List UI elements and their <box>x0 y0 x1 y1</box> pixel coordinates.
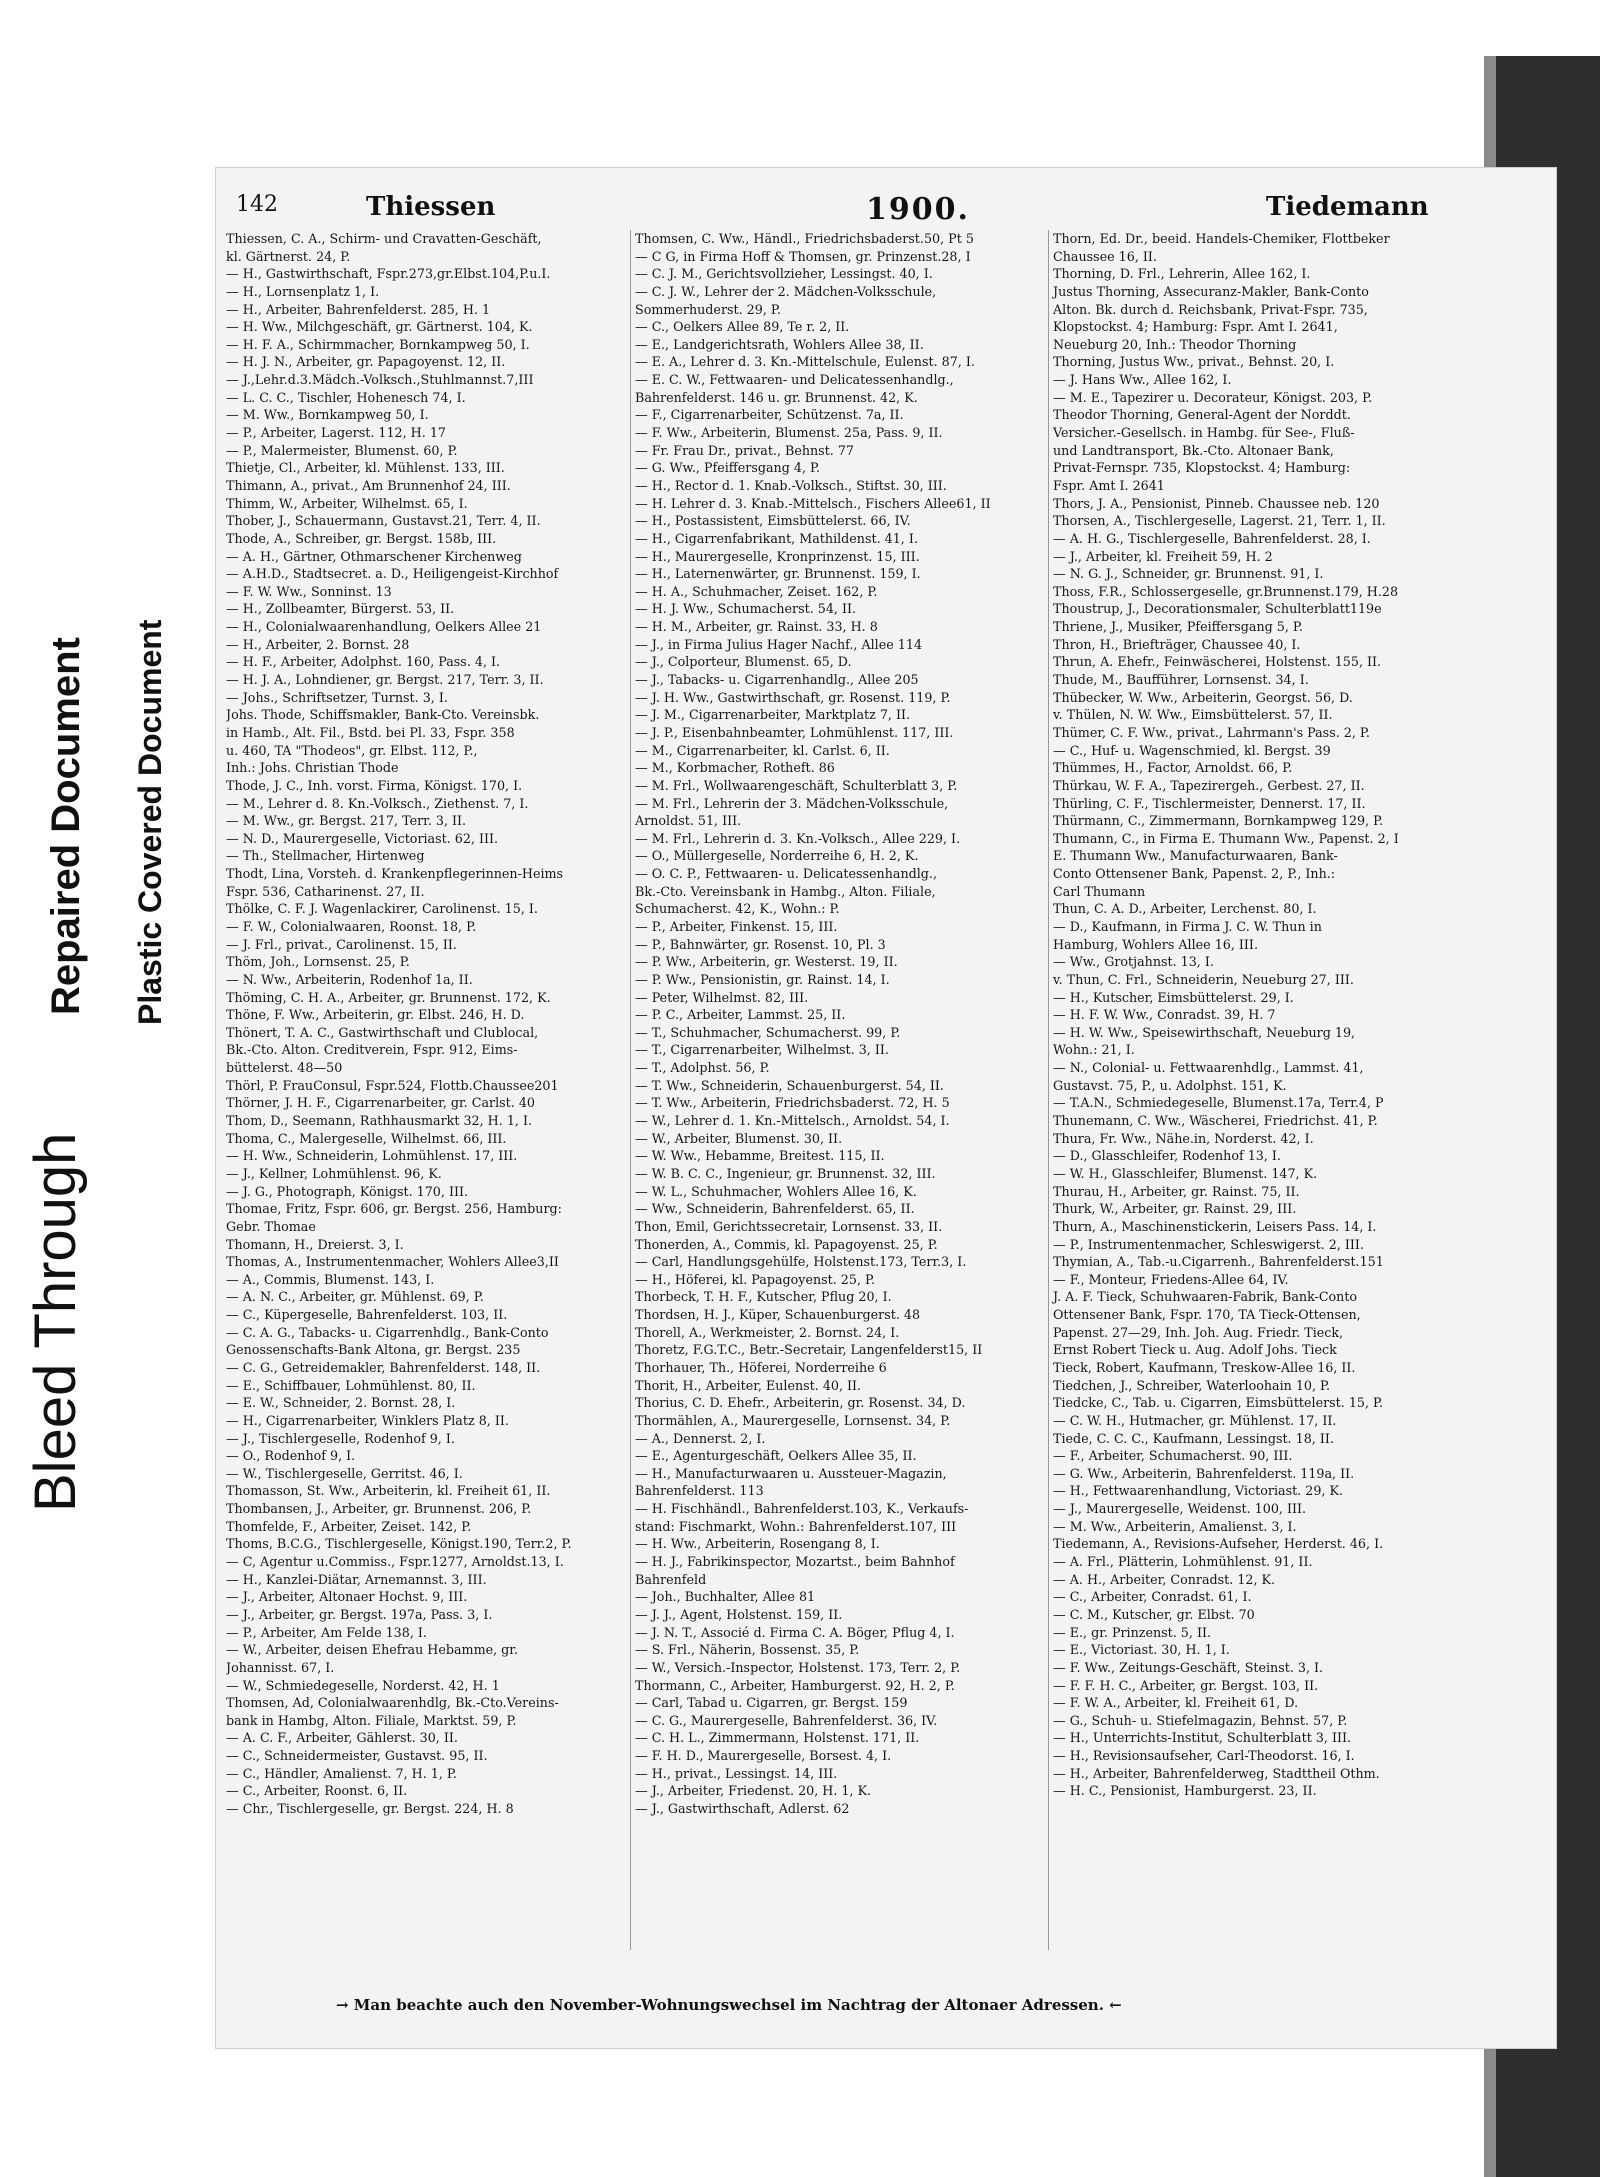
directory-entry: — T., Cigarrenarbeiter, Wilhelmst. 3, II. <box>635 1042 889 1058</box>
directory-entry: — A., Commis, Blumenst. 143, I. <box>226 1271 435 1287</box>
directory-entry: Thormählen, A., Maurergeselle, Lornsenst. 34, P. <box>635 1412 951 1428</box>
directory-entry: Tiedcke, C., Tab. u. Cigarren, Eimsbüttelerst. 15, P. <box>1053 1395 1384 1411</box>
directory-entry: Bahrenfelderst. 146 u. gr. Brunnenst. 42, K. <box>635 389 918 405</box>
directory-entry: — C. G., Getreidemakler, Bahrenfelderst. 148, II. <box>226 1360 541 1375</box>
directory-entry: Thorhauer, Th., Höferei, Norderreihe 6 <box>635 1360 887 1375</box>
page-header <box>226 192 1540 228</box>
directory-entry: Thoms, B.C.G., Tischlergeselle, Königst.190, Terr.2, P. <box>226 1536 572 1552</box>
directory-entry: — A.H.D., Stadtsecret. a. D., Heiligengeist-Kirchhof <box>226 566 559 582</box>
directory-entry: — H., Revisionsaufseher, Carl-Theodorst. 16, I. <box>1053 1748 1355 1764</box>
directory-entry: — Ww., Grotjahnst. 13, I. <box>1053 954 1214 970</box>
directory-entry: — P., Arbeiter, Am Felde 138, I. <box>226 1624 427 1640</box>
directory-entry: — F., Monteur, Friedens-Allee 64, IV. <box>1053 1271 1289 1287</box>
directory-entry: — M., Cigarrenarbeiter, kl. Carlst. 6, II. <box>635 742 890 758</box>
directory-entry: — W. B. C. C., Ingenieur, gr. Brunnenst. 32, III. <box>635 1165 936 1181</box>
directory-entry: — H. J., Fabrikinspector, Mozartst., beim Bahnhof <box>635 1554 955 1570</box>
directory-entry: — O. C. P., Fettwaaren- u. Delicatessenhandlg., <box>635 866 937 882</box>
directory-entry: Thietje, Cl., Arbeiter, kl. Mühlenst. 133, III. <box>226 460 505 476</box>
directory-entry: — W., Lehrer d. 1. Kn.-Mittelsch., Arnoldst. 54, I. <box>635 1113 950 1129</box>
label-repaired-document: Repaired Document <box>44 637 88 1015</box>
directory-entry: Fspr. Amt I. 2641 <box>1053 477 1165 493</box>
directory-entry: — N., Colonial- u. Fettwaarenhdlg., Lammst. 41, <box>1053 1060 1364 1076</box>
directory-entry: Thumann, C., in Firma E. Thumann Ww., Papenst. 2, I <box>1053 830 1399 846</box>
directory-entry: — F., Cigarrenarbeiter, Schützenst. 7a, II. <box>635 407 904 423</box>
directory-entry: Thormann, C., Arbeiter, Hamburgerst. 92, H. 2, P. <box>635 1677 955 1693</box>
directory-entry: — C., Huf- u. Wagenschmied, kl. Bergst. 39 <box>1053 742 1331 758</box>
directory-entry: — J., Maurergeselle, Weidenst. 100, III. <box>1053 1501 1307 1517</box>
directory-entry: — E., Schiffbauer, Lohmühlenst. 80, II. <box>226 1377 476 1393</box>
directory-entry: — H., Postassistent, Eimsbüttelerst. 66, IV. <box>635 513 911 529</box>
directory-entry: — E., Victoriast. 30, H. 1, I. <box>1053 1642 1230 1658</box>
directory-entry: Thomsen, Ad, Colonialwaarenhdlg, Bk.-Cto.Vereins- <box>226 1695 559 1711</box>
directory-entry: — C. M., Kutscher, gr. Elbst. 70 <box>1053 1606 1255 1622</box>
directory-entry: — J. N. T., Associé d. Firma C. A. Böger, Pflug 4, I. <box>635 1624 955 1640</box>
directory-entry: Bk.-Cto. Alton. Creditverein, Fspr. 912, Eims- <box>226 1042 518 1058</box>
directory-entry: — H. M., Arbeiter, gr. Rainst. 33, H. 8 <box>635 619 878 635</box>
directory-entry: Thürmann, C., Zimmermann, Bornkampweg 129, P. <box>1053 813 1384 829</box>
directory-entry: — L. C. C., Tischler, Hohenesch 74, I. <box>226 389 466 405</box>
footer-notice: → Man beachte auch den November-Wohnungswechsel im Nachtrag der Altonaer Adressen. ← <box>336 1996 1122 2014</box>
directory-entry: in Hamb., Alt. Fil., Bstd. bei Pl. 33, Fspr. 358 <box>226 724 515 740</box>
directory-entry: — C, Agentur u.Commiss., Fspr.1277, Arnoldst.13, I. <box>226 1554 564 1570</box>
directory-entry: — H., Höferei, kl. Papagoyenst. 25, P. <box>635 1271 876 1287</box>
directory-entry: — Th., Stellmacher, Hirtenweg <box>226 848 425 864</box>
directory-entry: Thorell, A., Werkmeister, 2. Bornst. 24, I. <box>635 1324 900 1340</box>
directory-entry: — H. C., Pensionist, Hamburgerst. 23, II. <box>1053 1783 1317 1799</box>
directory-entry: Thombansen, J., Arbeiter, gr. Brunnenst. 206, P. <box>226 1501 532 1517</box>
side-labels <box>0 0 210 2177</box>
directory-entry: — J. J., Agent, Holstenst. 159, II. <box>635 1606 843 1622</box>
directory-entry: — P., Malermeister, Blumenst. 60, P. <box>226 442 458 458</box>
directory-entry: — Carl, Tabad u. Cigarren, gr. Bergst. 159 <box>635 1695 908 1711</box>
directory-entry: — H., Rector d. 1. Knab.-Volksch., Stiftst. 30, III. <box>635 477 947 493</box>
directory-entry: — E., gr. Prinzenst. 5, II. <box>1053 1624 1212 1640</box>
directory-entry: Johannisst. 67, I. <box>226 1659 335 1675</box>
directory-entry: v. Thülen, N. W. Ww., Eimsbüttelerst. 57, II. <box>1053 707 1333 723</box>
directory-entry: Thurk, W., Arbeiter, gr. Rainst. 29, III. <box>1053 1201 1297 1217</box>
directory-entry: Ottensener Bank, Fspr. 170, TA Tieck-Ottensen, <box>1053 1307 1361 1323</box>
directory-entry: — J., Kellner, Lohmühlenst. 96, K. <box>226 1165 442 1181</box>
directory-entry: Thode, A., Schreiber, gr. Bergst. 158b, III. <box>226 530 497 546</box>
directory-entry: — H. F., Arbeiter, Adolphst. 160, Pass. 4, I. <box>226 654 501 670</box>
directory-entry: Thorius, C. D. Ehefr., Arbeiterin, gr. Rosenst. 34, D. <box>635 1395 966 1411</box>
directory-entry: — Joh., Buchhalter, Allee 81 <box>635 1589 816 1605</box>
directory-entry: Neueburg 20, Inh.: Theodor Thorning <box>1053 336 1297 352</box>
directory-entry: Thimm, W., Arbeiter, Wilhelmst. 65, I. <box>226 495 468 511</box>
directory-entry: — H. A., Schuhmacher, Zeiset. 162, P. <box>635 583 878 599</box>
directory-entry: Tiede, C. C. C., Kaufmann, Lessingst. 18, II. <box>1053 1430 1334 1446</box>
directory-entry: Thomsen, C. Ww., Händl., Friedrichsbaderst.50, Pt 5 <box>635 231 974 246</box>
directory-entry: — F. H. D., Maurergeselle, Borsest. 4, I. <box>635 1748 892 1764</box>
directory-entry: — C G, in Firma Hoff & Thomsen, gr. Prinzenst.28, I <box>635 248 971 264</box>
entry-columns <box>226 230 1540 1950</box>
directory-entry: — F. Ww., Arbeiterin, Blumenst. 25a, Pass. 9, II. <box>635 425 943 441</box>
directory-entry: — S. Frl., Näherin, Bossenst. 35, P. <box>635 1642 860 1658</box>
directory-entry: Thoretz, F.G.T.C., Betr.-Secretair, Langenfelderst15, II <box>635 1342 983 1358</box>
directory-entry: — H., Unterrichts-Institut, Schulterblatt 3, III. <box>1053 1730 1352 1746</box>
directory-entry: — H. F. A., Schirmmacher, Bornkampweg 50, I. <box>226 336 530 352</box>
label-bleed-through: Bleed Through <box>23 1132 88 1512</box>
directory-entry: — N. G. J., Schneider, gr. Brunnenst. 91, I. <box>1053 566 1324 582</box>
directory-entry: Thorning, D. Frl., Lehrerin, Allee 162, I. <box>1053 266 1311 282</box>
directory-entry: — H., Lornsenplatz 1, I. <box>226 283 380 299</box>
directory-entry: — M. Ww., gr. Bergst. 217, Terr. 3, II. <box>226 813 467 829</box>
directory-entry: — O., Müllergeselle, Norderreihe 6, H. 2, K. <box>635 848 919 864</box>
directory-entry: — H., Maurergeselle, Kronprinzenst. 15, III. <box>635 548 920 564</box>
directory-entry: Tiedemann, A., Revisions-Aufseher, Herderst. 46, I. <box>1053 1536 1384 1552</box>
directory-entry: — C., Arbeiter, Conradst. 61, I. <box>1053 1589 1252 1605</box>
directory-entry: — W. Ww., Hebamme, Breitest. 115, II. <box>635 1148 885 1164</box>
directory-entry: Ernst Robert Tieck u. Aug. Adolf Johs. Tieck <box>1053 1342 1337 1358</box>
directory-entry: — M., Korbmacher, Rotheft. 86 <box>635 760 835 776</box>
directory-entry: Theodor Thorning, General-Agent der Norddt. <box>1053 407 1351 423</box>
directory-entry: — W., Versich.-Inspector, Holstenst. 173, Terr. 2, P. <box>635 1659 961 1675</box>
directory-entry: — C., Küpergeselle, Bahrenfelderst. 103, II. <box>226 1307 508 1323</box>
directory-entry: Tiedchen, J., Schreiber, Waterloohain 10, P. <box>1053 1377 1331 1393</box>
header-keyword-right: Tiedemann <box>1266 192 1429 222</box>
directory-entry: — M. Ww., Bornkampweg 50, I. <box>226 407 429 423</box>
directory-entry: — H., Colonialwaarenhandlung, Oelkers Allee 21 <box>226 619 542 635</box>
directory-entry: — M. Frl., Wollwaarengeschäft, Schulterblatt 3, P. <box>635 777 958 793</box>
directory-entry: — H., Cigarrenfabrikant, Mathildenst. 41, I. <box>635 530 918 546</box>
directory-entry: Thrun, A. Ehefr., Feinwäscherei, Holstenst. 155, II. <box>1053 654 1382 670</box>
directory-entry: Thodt, Lina, Vorsteh. d. Krankenpflegerinnen-Heims <box>226 866 564 882</box>
directory-entry: Chaussee 16, II. <box>1053 248 1157 264</box>
directory-entry: — H. W. Ww., Speisewirthschaft, Neueburg 19, <box>1053 1024 1356 1040</box>
directory-entry: Thude, M., Baufführer, Lornsenst. 34, I. <box>1053 672 1309 688</box>
directory-entry: Thöne, F. Ww., Arbeiterin, gr. Elbst. 246, H. D. <box>226 1007 525 1023</box>
directory-entry: Carl Thumann <box>1053 883 1146 899</box>
directory-entry: — H. J. N., Arbeiter, gr. Papagoyenst. 12, II. <box>226 354 506 370</box>
directory-entry: — H., Gastwirthschaft, Fspr.273,gr.Elbst.104,P.u.I. <box>226 266 551 282</box>
directory-entry: — W. H., Glasschleifer, Blumenst. 147, K. <box>1053 1165 1318 1181</box>
directory-entry: Thimann, A., privat., Am Brunnenhof 24, III. <box>226 477 511 493</box>
directory-entry: — F., Arbeiter, Schumacherst. 90, III. <box>1053 1448 1293 1464</box>
directory-entry: Gustavst. 75, P., u. Adolphst. 151, K. <box>1053 1077 1287 1093</box>
directory-entry: Thiessen, C. A., Schirm- und Cravatten-Geschäft, <box>226 231 542 246</box>
directory-entry: — H. J. Ww., Schumacherst. 54, II. <box>635 601 857 617</box>
directory-entry: Gebr. Thomae <box>226 1218 316 1234</box>
directory-entry: — J., Gastwirthschaft, Adlerst. 62 <box>635 1801 850 1817</box>
directory-entry: — C., Oelkers Allee 89, Te r. 2, II. <box>635 319 850 335</box>
directory-entry: — T.A.N., Schmiedegeselle, Blumenst.17a, Terr.4, P <box>1053 1095 1384 1111</box>
directory-entry: Thönert, T. A. C., Gastwirthschaft und Clublocal, <box>226 1024 539 1040</box>
directory-entry: Sommerhuderst. 29, P. <box>635 301 781 317</box>
directory-entry: — F. Ww., Zeitungs-Geschäft, Steinst. 3, I. <box>1053 1659 1324 1675</box>
directory-entry: — H. F. W. Ww., Conradst. 39, H. 7 <box>1053 1007 1276 1023</box>
directory-entry: — H. Lehrer d. 3. Knab.-Mittelsch., Fischers Allee61, II <box>635 495 991 511</box>
directory-entry: Thölke, C. F. J. Wagenlackirer, Carolinenst. 15, I. <box>226 901 538 917</box>
directory-entry: — H., Arbeiter, 2. Bornst. 28 <box>226 636 410 652</box>
directory-entry: Thriene, J., Musiker, Pfeiffersgang 5, P. <box>1053 619 1303 635</box>
directory-entry: — H. Ww., Schneiderin, Lohmühlenst. 17, III. <box>226 1148 518 1164</box>
directory-page <box>216 168 1556 2048</box>
column-right <box>1048 230 1455 1950</box>
directory-entry: — H. Ww., Milchgeschäft, gr. Gärtnerst. 104, K. <box>226 319 533 335</box>
directory-entry: — C., Händler, Amalienst. 7, H. 1, P. <box>226 1765 457 1781</box>
directory-entry: — J.,Lehr.d.3.Mädch.-Volksch.,Stuhlmannst.7,III <box>226 372 534 388</box>
directory-entry: — H., Arbeiter, Bahrenfelderweg, Stadttheil Othm. <box>1053 1765 1380 1781</box>
directory-entry: Bahrenfeld <box>635 1571 707 1587</box>
directory-entry: Bk.-Cto. Vereinsbank in Hambg., Alton. Filiale, <box>635 883 936 899</box>
directory-entry: — H. Ww., Arbeiterin, Rosengang 8, I. <box>635 1536 880 1552</box>
directory-entry: — P. Ww., Pensionistin, gr. Rainst. 14, I. <box>635 971 890 987</box>
directory-entry: — G., Schuh- u. Stiefelmagazin, Behnst. 57, P. <box>1053 1712 1348 1728</box>
directory-entry: — W., Tischlergeselle, Gerritst. 46, I. <box>226 1465 463 1481</box>
directory-entry: Thomfelde, F., Arbeiter, Zeiset. 142, P. <box>226 1518 472 1534</box>
directory-entry: Thunemann, C. Ww., Wäscherei, Friedrichst. 41, P. <box>1053 1113 1378 1129</box>
directory-entry: — Ww., Schneiderin, Bahrenfelderst. 65, II. <box>635 1201 915 1217</box>
directory-entry: — P., Arbeiter, Finkenst. 15, III. <box>635 918 838 934</box>
directory-entry: Thura, Fr. Ww., Nähe.in, Norderst. 42, I. <box>1053 1130 1314 1146</box>
directory-entry: — A. H., Arbeiter, Conradst. 12, K. <box>1053 1571 1276 1587</box>
directory-entry: Thonerden, A., Commis, kl. Papagoyenst. 25, P. <box>635 1236 938 1252</box>
directory-entry: v. Thun, C. Frl., Schneiderin, Neueburg 27, III. <box>1053 971 1354 987</box>
directory-entry: — F. F. H. C., Arbeiter, gr. Bergst. 103, II. <box>1053 1677 1319 1693</box>
directory-entry: Thurau, H., Arbeiter, gr. Rainst. 75, II. <box>1053 1183 1300 1199</box>
directory-entry: Thorit, H., Arbeiter, Eulenst. 40, II. <box>635 1377 862 1393</box>
directory-entry: Inh.: Johs. Christian Thode <box>226 760 399 776</box>
directory-entry: — C., Arbeiter, Roonst. 6, II. <box>226 1783 408 1799</box>
header-year: 1900. <box>866 192 970 227</box>
directory-entry: — E. W., Schneider, 2. Bornst. 28, I. <box>226 1395 456 1411</box>
directory-entry: — A., Dennerst. 2, I. <box>635 1430 766 1446</box>
directory-entry: bank in Hambg, Alton. Filiale, Marktst. 59, P. <box>226 1712 517 1728</box>
directory-entry: — E. A., Lehrer d. 3. Kn.-Mittelschule, Eulenst. 87, I. <box>635 354 975 370</box>
directory-entry: — Peter, Wilhelmst. 82, III. <box>635 989 809 1005</box>
directory-entry: — H., Manufacturwaaren u. Aussteuer-Magazin, <box>635 1465 947 1481</box>
column-middle <box>630 230 1041 1950</box>
directory-entry: Conto Ottensener Bank, Papenst. 2, P., Inh.: <box>1053 866 1336 882</box>
directory-entry: stand: Fischmarkt, Wohn.: Bahrenfelderst.107, III <box>635 1518 957 1534</box>
directory-entry: — C., Schneidermeister, Gustavst. 95, II. <box>226 1748 488 1764</box>
directory-entry: Thomasson, St. Ww., Arbeiterin, kl. Freiheit 61, II. <box>226 1483 551 1499</box>
directory-entry: Thorbeck, T. H. F., Kutscher, Pflug 20, I. <box>635 1289 892 1305</box>
directory-entry: — H., Arbeiter, Bahrenfelderst. 285, H. 1 <box>226 301 491 317</box>
directory-entry: — J., Tischlergeselle, Rodenhof 9, I. <box>226 1430 455 1446</box>
directory-entry: Thümmes, H., Factor, Arnoldst. 66, P. <box>1053 760 1293 776</box>
directory-entry: — J., Colporteur, Blumenst. 65, D. <box>635 654 852 670</box>
directory-entry: Thordsen, H. J., Küper, Schauenburgerst. 48 <box>635 1307 921 1323</box>
directory-entry: u. 460, TA "Thodeos", gr. Elbst. 112, P., <box>226 742 478 758</box>
directory-entry: J. A. F. Tieck, Schuhwaaren-Fabrik, Bank-Conto <box>1053 1289 1358 1305</box>
directory-entry: — J. P., Eisenbahnbeamter, Lohmühlenst. 117, III. <box>635 724 954 740</box>
directory-entry: — T., Adolphst. 56, P. <box>635 1060 770 1076</box>
directory-entry: Thomas, A., Instrumentenmacher, Wohlers Allee3,II <box>226 1254 559 1270</box>
directory-entry: Thober, J., Schauermann, Gustavst.21, Terr. 4, II. <box>226 513 541 529</box>
directory-entry: — G. Ww., Arbeiterin, Bahrenfelderst. 119a, II. <box>1053 1465 1355 1481</box>
directory-entry: Arnoldst. 51, III. <box>635 813 742 829</box>
directory-entry: — E., Agenturgeschäft, Oelkers Allee 35, II. <box>635 1448 917 1464</box>
directory-entry: — J. H. Ww., Gastwirthschaft, gr. Rosenst. 119, P. <box>635 689 951 705</box>
directory-entry: Thümer, C. F. Ww., privat., Lahrmann's Pass. 2, P. <box>1053 724 1370 740</box>
directory-entry: — J., Tabacks- u. Cigarrenhandlg., Allee 205 <box>635 672 919 688</box>
directory-entry: — J., Arbeiter, gr. Bergst. 197a, Pass. 3, I. <box>226 1606 493 1622</box>
header-keyword-left: Thiessen <box>366 192 496 222</box>
directory-entry: — A. N. C., Arbeiter, gr. Mühlenst. 69, P. <box>226 1289 484 1305</box>
directory-entry: — H., Cigarrenarbeiter, Winklers Platz 8, II. <box>226 1412 509 1428</box>
directory-entry: Thurn, A., Maschinenstickerin, Leisers Pass. 14, I. <box>1053 1218 1377 1234</box>
directory-entry: — P. Ww., Arbeiterin, gr. Westerst. 19, II. <box>635 954 898 970</box>
directory-entry: Thymian, A., Tab.-u.Cigarrenh., Bahrenfelderst.151 <box>1053 1254 1384 1270</box>
directory-entry: Thoss, F.R., Schlossergeselle, gr.Brunnenst.179, H.28 <box>1053 583 1399 599</box>
column-left <box>226 230 628 1950</box>
directory-entry: Johs. Thode, Schiffsmakler, Bank-Cto. Vereinsbk. <box>226 707 540 723</box>
directory-entry: — J., Arbeiter, Altonaer Hochst. 9, III. <box>226 1589 468 1605</box>
directory-entry: — E., Landgerichtsrath, Wohlers Allee 38, II. <box>635 336 924 352</box>
directory-entry: — J. Frl., privat., Carolinenst. 15, II. <box>226 936 457 952</box>
page-number: 142 <box>236 192 278 217</box>
directory-entry: — M. Frl., Lehrerin d. 3. Kn.-Volksch., Allee 229, I. <box>635 830 961 846</box>
directory-entry: — Chr., Tischlergeselle, gr. Bergst. 224, H. 8 <box>226 1801 514 1817</box>
directory-entry: Thomae, Fritz, Fspr. 606, gr. Bergst. 256, Hamburg: <box>226 1201 562 1217</box>
directory-entry: — P., Arbeiter, Lagerst. 112, H. 17 <box>226 425 446 441</box>
directory-entry: — J., Arbeiter, kl. Freiheit 59, H. 2 <box>1053 548 1273 564</box>
directory-entry: Thors, J. A., Pensionist, Pinneb. Chaussee neb. 120 <box>1053 495 1380 511</box>
directory-entry: und Landtransport, Bk.-Cto. Altonaer Bank, <box>1053 442 1334 458</box>
directory-entry: — F. W. A., Arbeiter, kl. Freiheit 61, D. <box>1053 1695 1299 1711</box>
directory-entry: büttelerst. 48—50 <box>226 1060 343 1076</box>
directory-entry: — A. H., Gärtner, Othmarschener Kirchenweg <box>226 548 522 564</box>
directory-entry: — J. G., Photograph, Königst. 170, III. <box>226 1183 469 1199</box>
directory-entry: — D., Kaufmann, in Firma J. C. W. Thun in <box>1053 918 1322 934</box>
directory-entry: E. Thumann Ww., Manufacturwaaren, Bank- <box>1053 848 1338 864</box>
directory-entry: — M. E., Tapezirer u. Decorateur, Königst. 203, P. <box>1053 389 1373 405</box>
directory-entry: — T. Ww., Schneiderin, Schauenburgerst. 54, II. <box>635 1077 944 1093</box>
directory-entry: Bahrenfelderst. 113 <box>635 1483 764 1499</box>
directory-entry: Thörner, J. H. F., Cigarrenarbeiter, gr. Carlst. 40 <box>226 1095 535 1111</box>
directory-entry: Alton. Bk. durch d. Reichsbank, Privat-Fspr. 735, <box>1053 301 1368 317</box>
directory-entry: — H., Fettwaarenhandlung, Victoriast. 29, K. <box>1053 1483 1343 1499</box>
directory-entry: — E. C. W., Fettwaaren- und Delicatessenhandlg., <box>635 372 954 388</box>
directory-entry: — C. G., Maurergeselle, Bahrenfelderst. 36, IV. <box>635 1712 938 1728</box>
directory-entry: — F. W., Colonialwaaren, Roonst. 18, P. <box>226 918 477 934</box>
directory-entry: — C. J. W., Lehrer der 2. Mädchen-Volksschule, <box>635 283 937 299</box>
directory-entry: — P., Instrumentenmacher, Schleswigerst. 2, III. <box>1053 1236 1364 1252</box>
directory-entry: — T. Ww., Arbeiterin, Friedrichsbaderst. 72, H. 5 <box>635 1095 950 1111</box>
directory-entry: Thom, D., Seemann, Rathhausmarkt 32, H. 1, I. <box>226 1113 532 1129</box>
directory-entry: Thode, J. C., Inh. vorst. Firma, Königst. 170, I. <box>226 777 523 793</box>
directory-entry: — A. C. F., Arbeiter, Gählerst. 30, II. <box>226 1730 458 1746</box>
directory-entry: Thron, H., Briefträger, Chaussee 40, I. <box>1053 636 1301 652</box>
directory-entry: Schumacherst. 42, K., Wohn.: P. <box>635 901 840 917</box>
directory-entry: — N. D., Maurergeselle, Victoriast. 62, III. <box>226 830 499 846</box>
directory-entry: Wohn.: 21, I. <box>1053 1042 1135 1058</box>
directory-entry: — W. L., Schuhmacher, Wohlers Allee 16, K. <box>635 1183 917 1199</box>
directory-entry: — T., Schuhmacher, Schumacherst. 99, P. <box>635 1024 901 1040</box>
directory-entry: — H. Fischhändl., Bahrenfelderst.103, K., Verkaufs- <box>635 1501 969 1517</box>
directory-entry: Thorning, Justus Ww., privat., Behnst. 20, I. <box>1053 354 1335 370</box>
directory-entry: Privat-Fernspr. 735, Klopstockst. 4; Hamburg: <box>1053 460 1351 476</box>
directory-entry: kl. Gärtnerst. 24, P. <box>226 248 351 264</box>
directory-entry: — J. Hans Ww., Allee 162, I. <box>1053 372 1232 388</box>
label-plastic-covered: Plastic Covered Document <box>132 619 168 1025</box>
directory-entry: Tieck, Robert, Kaufmann, Treskow-Allee 16, II. <box>1053 1360 1356 1375</box>
directory-entry: — W., Arbeiter, deisen Ehefrau Hebamme, gr. <box>226 1642 518 1658</box>
directory-entry: — N. Ww., Arbeiterin, Rodenhof 1a, II. <box>226 971 473 987</box>
directory-entry: — C. A. G., Tabacks- u. Cigarrenhdlg., Bank-Conto <box>226 1324 549 1340</box>
directory-entry: — H., Laternenwärter, gr. Brunnenst. 159, I. <box>635 566 921 582</box>
directory-entry: Thörl, P. FrauConsul, Fspr.524, Flottb.Chaussee201 <box>226 1077 559 1093</box>
directory-entry: — A. H. G., Tischlergeselle, Bahrenfelderst. 28, I. <box>1053 530 1371 546</box>
directory-entry: Thorn, Ed. Dr., beeid. Handels-Chemiker, Flottbeker <box>1053 231 1390 246</box>
directory-entry: Thübecker, W. Ww., Arbeiterin, Georgst. 56, D. <box>1053 689 1353 705</box>
directory-entry: — Carl, Handlungsgehülfe, Holstenst.173, Terr.3, I. <box>635 1254 967 1270</box>
directory-entry: Hamburg, Wohlers Allee 16, III. <box>1053 936 1258 952</box>
directory-entry: — P. C., Arbeiter, Lammst. 25, II. <box>635 1007 846 1023</box>
directory-entry: Thomann, H., Dreierst. 3, I. <box>226 1236 404 1252</box>
directory-entry: — A. Frl., Plätterin, Lohmühlenst. 91, II. <box>1053 1554 1313 1570</box>
directory-entry: — F. W. Ww., Sonninst. 13 <box>226 583 392 599</box>
directory-entry: Thorsen, A., Tischlergeselle, Lagerst. 21, Terr. 1, II. <box>1053 513 1386 529</box>
directory-entry: — O., Rodenhof 9, I. <box>226 1448 356 1464</box>
directory-entry: — H., Kutscher, Eimsbüttelerst. 29, I. <box>1053 989 1294 1005</box>
directory-entry: Thoustrup, J., Decorationsmaler, Schulterblatt119e <box>1053 601 1382 617</box>
directory-entry: — M. Ww., Arbeiterin, Amalienst. 3, I. <box>1053 1518 1297 1534</box>
directory-entry: Versicher.-Gesellsch. in Hambg. für See-, Fluß- <box>1053 425 1355 441</box>
directory-entry: — C. W. H., Hutmacher, gr. Mühlenst. 17, II. <box>1053 1412 1337 1428</box>
directory-entry: — M. Frl., Lehrerin der 3. Mädchen-Volksschule, <box>635 795 949 811</box>
directory-entry: — W., Arbeiter, Blumenst. 30, II. <box>635 1130 843 1146</box>
directory-entry: — Johs., Schriftsetzer, Turnst. 3, I. <box>226 689 448 705</box>
directory-entry: — Fr. Frau Dr., privat., Behnst. 77 <box>635 442 855 458</box>
directory-entry: — H., Zollbeamter, Bürgerst. 53, II. <box>226 601 455 617</box>
directory-entry: Thun, C. A. D., Arbeiter, Lerchenst. 80, I. <box>1053 901 1317 917</box>
directory-entry: Thürkau, W. F. A., Tapezirergeh., Gerbest. 27, II. <box>1053 777 1365 793</box>
directory-entry: — C. H. L., Zimmermann, Holstenst. 171, II. <box>635 1730 920 1746</box>
directory-entry: Thon, Emil, Gerichtssecretair, Lornsenst. 33, II. <box>635 1218 943 1234</box>
directory-entry: Klopstockst. 4; Hamburg: Fspr. Amt I. 2641, <box>1053 319 1338 335</box>
directory-entry: — C. J. M., Gerichtsvollzieher, Lessingst. 40, I. <box>635 266 933 282</box>
directory-entry: Thöming, C. H. A., Arbeiter, gr. Brunnenst. 172, K. <box>226 989 551 1005</box>
directory-entry: — P., Bahnwärter, gr. Rosenst. 10, Pl. 3 <box>635 936 886 952</box>
directory-entry: — J., in Firma Julius Hager Nachf., Allee 114 <box>635 636 923 652</box>
directory-entry: Fspr. 536, Catharinenst. 27, II. <box>226 883 425 899</box>
directory-entry: — H., Kanzlei-Diätar, Arnemannst. 3, III. <box>226 1571 487 1587</box>
directory-entry: Justus Thorning, Assecuranz-Makler, Bank-Conto <box>1053 283 1369 299</box>
directory-entry: — J., Arbeiter, Friedenst. 20, H. 1, K. <box>635 1783 872 1799</box>
directory-entry: Papenst. 27—29, Inh. Joh. Aug. Friedr. Tieck, <box>1053 1324 1344 1340</box>
directory-entry: Thürling, C. F., Tischlermeister, Dennerst. 17, II. <box>1053 795 1366 811</box>
directory-entry: — H. J. A., Lohndiener, gr. Bergst. 217, Terr. 3, II. <box>226 672 544 688</box>
directory-entry: — W., Schmiedegeselle, Norderst. 42, H. 1 <box>226 1677 500 1693</box>
directory-entry: Thoma, C., Malergeselle, Wilhelmst. 66, III. <box>226 1130 507 1146</box>
directory-entry: Thöm, Joh., Lornsenst. 25, P. <box>226 954 410 970</box>
directory-entry: — G. Ww., Pfeiffersgang 4, P. <box>635 460 821 476</box>
directory-entry: — H., privat., Lessingst. 14, III. <box>635 1765 838 1781</box>
directory-entry: — J. M., Cigarrenarbeiter, Marktplatz 7, II. <box>635 707 911 723</box>
directory-entry: Genossenschafts-Bank Altona, gr. Bergst. 235 <box>226 1342 521 1358</box>
directory-entry: — M., Lehrer d. 8. Kn.-Volksch., Ziethenst. 7, I. <box>226 795 529 811</box>
directory-entry: — D., Glasschleifer, Rodenhof 13, I. <box>1053 1148 1281 1164</box>
